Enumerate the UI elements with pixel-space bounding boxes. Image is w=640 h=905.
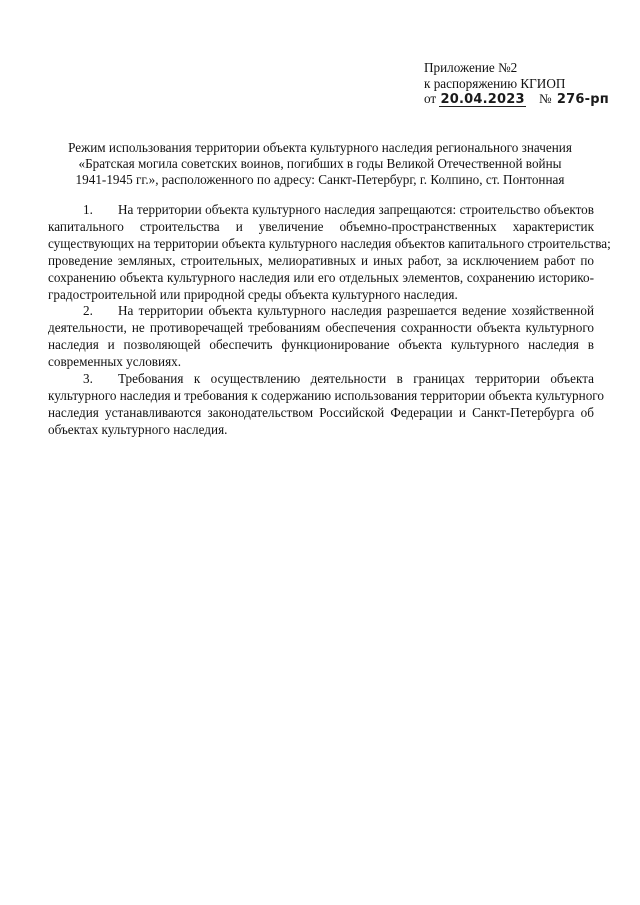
appendix-label: Приложение №2 xyxy=(424,60,518,75)
paragraph-line: капитального строительства и увеличение объемно-пространственных характеристик xyxy=(48,218,594,234)
title-line-2: «Братская могила советских воинов, погибших в годы Великой Отечественной войны xyxy=(78,156,562,171)
paragraph-line: наследия устанавливаются законодательством Российской Федерации и Санкт-Петербурга об xyxy=(48,404,594,420)
paragraph-line: 1. На территории объекта культурного наследия запрещаются: строительство объектов xyxy=(83,202,594,217)
paragraph-line: 2. На территории объекта культурного наследия разрешается ведение хозяйственной xyxy=(83,303,594,319)
paragraph-number: 2. xyxy=(83,303,93,319)
appendix-date-number xyxy=(424,91,624,107)
paragraph-line: культурного наследия и требования к содержанию использования территории объекта культурного xyxy=(48,387,604,403)
paragraph-line: деятельности, не противоречащей требованиям обеспечения сохранности объекта культурного xyxy=(48,320,594,336)
handwritten-number: 276-рп xyxy=(556,92,609,107)
paragraph-line: проведение земляных, строительных, мелиоративных и иных работ, за исключением работ по xyxy=(48,252,594,268)
paragraph-line: наследия и позволяющей обеспечить функционирование объекта культурного наследия в xyxy=(48,337,594,353)
paragraph-3 xyxy=(48,371,604,439)
paragraph-line: современных условиях. xyxy=(48,354,182,370)
number-prefix: № xyxy=(539,91,552,106)
title-line-1: Режим использования территории объекта культурного наследия регионального значения xyxy=(68,140,572,155)
paragraph-2 xyxy=(48,303,594,371)
paragraph-number: 1. xyxy=(83,202,93,217)
paragraph-line: объектах культурного наследия. xyxy=(48,421,228,437)
paragraph-number: 3. xyxy=(83,371,93,387)
paragraph-line: 3. Требования к осуществлению деятельности в границах территории объекта xyxy=(83,371,594,387)
paragraph-line: сохранению объекта культурного наследия или его отдельных элементов, сохранению историко- xyxy=(48,269,594,285)
appendix-order-ref: к распоряжению КГИОП xyxy=(424,75,566,91)
paragraph-1 xyxy=(48,202,611,303)
paragraph-line: градостроительной или природной среды объекта культурного наследия. xyxy=(48,286,458,302)
title-line-3: 1941-1945 гг.», расположенного по адресу: Санкт-Петербург, г. Колпино, ст. Понтонная xyxy=(75,172,565,187)
document-title xyxy=(40,140,600,188)
date-prefix: от xyxy=(424,91,437,106)
appendix-header xyxy=(424,60,624,107)
handwritten-date: 20.04.2023 xyxy=(440,92,525,107)
document-body xyxy=(48,202,611,439)
paragraph-line: существующих на территории объекта культурного наследия объектов капитального строительства; xyxy=(48,235,611,251)
